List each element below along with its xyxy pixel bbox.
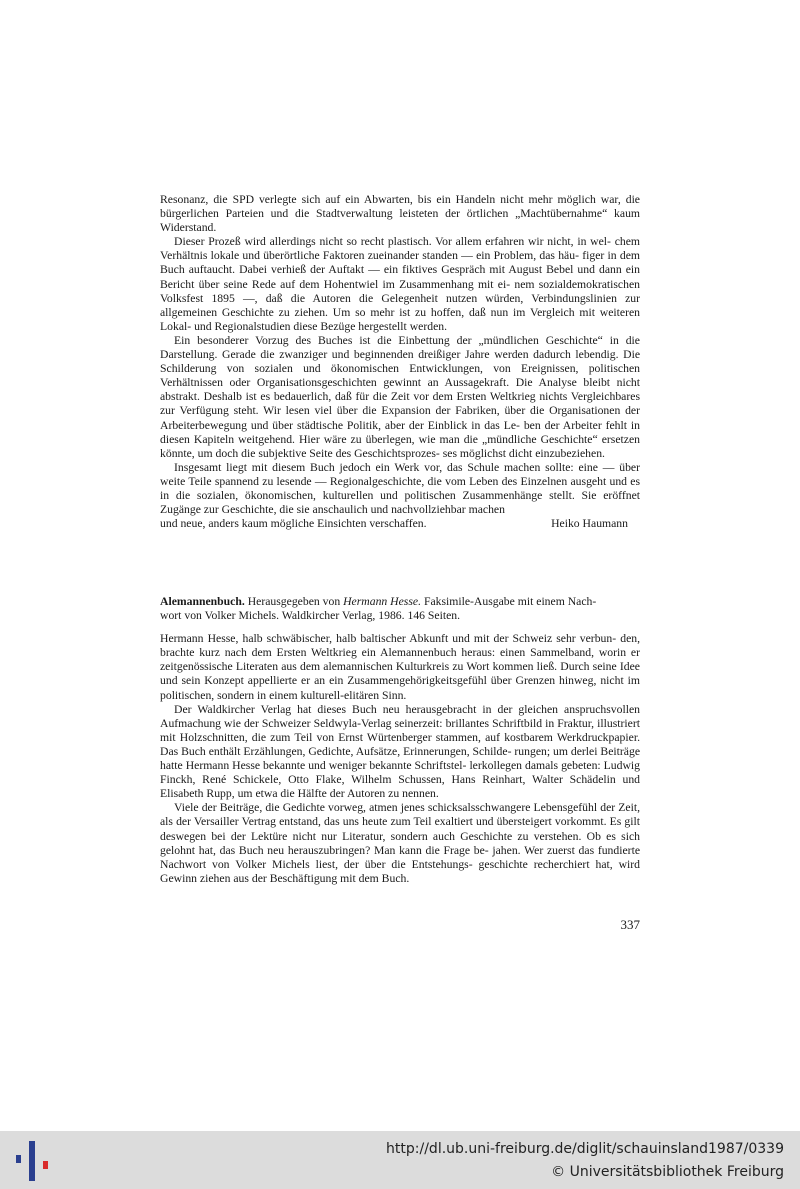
footer-bar xyxy=(0,1131,800,1189)
text-line: kaum Widerstand. xyxy=(160,207,641,235)
text-line: nem sozialdemokratischen Volksfest 1895 —, daß die Autoren die Gelegenheit nutzen würden, xyxy=(160,277,640,305)
text-line: illustriert mit Holzschnitten, die zum Teil von Ernst Würtenberger stammen, auf kostbarem xyxy=(160,716,640,744)
paragraph xyxy=(160,461,640,517)
text-line: Werkdruckpapier. Das Buch enthält Erzählungen, Gedichte, Aufsätze, Erinnerungen, Schilde- xyxy=(160,730,640,758)
text-line: Verbindungslinien zur allgemeinen Geschichte zu ziehen. Um so mehr ist zu hoffen, daß nun xyxy=(160,291,640,319)
text-line: Darstellung. Gerade die zwanziger und beginnenden dreißiger Jahre werden dadurch lebendig. xyxy=(160,348,619,362)
text-line: verstehen. Ob es sich gelohnt hat, das Buch neu herauszubringen? Man kann die Frage be- xyxy=(160,829,640,857)
text-line: Grenzen hinweg, nicht im politischen, sondern in einem kulturell-elitären Sinn. xyxy=(160,674,640,702)
review-alemannenbuch xyxy=(160,595,640,886)
text-line: der Zeit, als der Versailler Vertrag entstand, das uns heute zum Teil exaltiert und übersteigert xyxy=(160,801,641,829)
text-line: stellt. Sie eröffnet Zugänge zur Geschichte, die sie anschaulich und nachvollziehbar machen xyxy=(160,488,641,517)
editor-name: Hermann Hesse. xyxy=(343,595,422,608)
text-line: rungen; um derlei Beiträge hatte Hermann Hesse bekannte und weniger bekannte Schriftstel- xyxy=(160,744,641,773)
text-line: Vergleichbares zur Verfügung steht. Wir lesen viel über die Expansion der Fabriken, über die xyxy=(160,390,640,418)
paragraph xyxy=(160,801,640,886)
text-line: über weite Teile spannend zu lesende — Regionalgeschichte, die vom Leben des Einzelnen xyxy=(160,460,641,488)
text-line: im Vergleich mit weiteren Lokal- und Regionalstudien diese Bezüge hergestellt werden. xyxy=(160,305,641,333)
text-line: Bebel und dann ein Bericht über seine Rede auf dem Hohentwiel im Zusammenhang mit ei- xyxy=(160,263,640,291)
review-body xyxy=(160,632,640,886)
text-line: Dieser Prozeß wird allerdings nicht so recht plastisch. Vor allem erfahren wir nicht, in wel- xyxy=(174,235,611,249)
bibliographic-entry: Alemannenbuch. Herausgegeben von Hermann Hesse. Faksimile-Ausgabe mit einem Nach- wort von Volker Michels. Waldkircher Verlag, 1986. 146 Seiten. xyxy=(160,595,597,623)
text-line: Resonanz, die SPD verlegte sich auf ein Abwarten, bis ein Handeln nicht mehr möglich war, xyxy=(160,193,621,206)
paragraph xyxy=(160,703,640,802)
review-heiko-haumann xyxy=(160,193,640,531)
text-line: geschichte recherchiert hat, wird Gewinn ziehen aus der Beschäftigung mit dem Buch. xyxy=(160,857,641,885)
library-logo-icon xyxy=(10,1139,54,1183)
text-line: worin er zeitgenössische Literaten aus dem alemannischen Kulturkreis zu Wort kommen ließ. xyxy=(160,646,640,674)
text-line: chem Verhältnis lokale und überörtliche Faktoren zueinander standen — ein Problem, das häu- xyxy=(160,235,641,263)
paragraph xyxy=(160,235,640,334)
text-line: Viele der Beiträge, die Gedichte vorweg, atmen jenes schicksalsschwangere Lebensgefühl xyxy=(174,801,598,815)
text-line: ses möglichst dicht einzubeziehen. xyxy=(442,446,605,460)
text-line: ben der Arbeiter fehlt in diesen Kapiteln weitgehend. Hier wäre zu überlegen, wie man die xyxy=(160,418,641,446)
text-line: Durch seine Idee und sein Konzept appellierte er an ein Zusammengehörigkeitsgefühl über xyxy=(160,660,640,688)
text-line: Der Waldkircher Verlag hat dieses Buch neu herausgebracht in der gleichen anspruchsvollen xyxy=(174,702,640,716)
text-line: „mündliche Geschichte“ ersetzen könnte, um doch die subjektive Seite des Geschichtsprozes- xyxy=(160,432,640,460)
closing-line xyxy=(160,517,640,531)
copyright-notice: © Universitätsbibliothek Freiburg xyxy=(551,1164,784,1180)
text-line: nicht abstrakt. Deshalb ist es bedauerlich, daß für die Zeit vor dem Ersten Weltkrieg nichts xyxy=(160,376,640,404)
text-line: Verhältnissen oder Organisationsgeschichten gewinnt an Aussagekraft. Die Analyse bleibt xyxy=(160,376,611,390)
text-line: lerkollegen damals gebeten: Ludwig Finckh, René Schickele, Otto Flake, Wilhelm Schussen, xyxy=(160,759,640,787)
text-line: Insgesamt liegt mit diesem Buch jedoch ein Werk vor, das Schule machen sollte: eine — xyxy=(174,460,615,474)
text-line: Hermann Hesse, halb schwäbischer, halb baltischer Abkunft und mit der Schweiz sehr verbun- xyxy=(160,632,617,646)
paragraph xyxy=(160,334,640,461)
text-line: Ein besonderer Vorzug des Buches ist die Einbettung der „mündlichen Geschichte“ in die xyxy=(174,333,640,347)
text-line: jahen. Wer zuerst das fundierte Nachwort von Volker Michels liest, der über die Entstehungs- xyxy=(160,843,641,871)
text-line: nennen. xyxy=(402,787,439,801)
source-url-link[interactable]: http://dl.ub.uni-freiburg.de/diglit/schauinsland1987/0339 xyxy=(386,1141,784,1157)
text-line: vorkommt. Es gilt deswegen bei der Lektüre nicht nur Literatur, sondern auch Geschichte zu xyxy=(160,815,641,843)
text-line: figer in dem Buch auftaucht. Dabei verhieß der Auftakt — ein fiktives Gespräch mit August xyxy=(160,249,640,277)
paragraph xyxy=(160,193,640,235)
page-number: 337 xyxy=(620,917,640,932)
text-line: Die Schilderung von sozialen und ökonomischen Entwicklungen, von Ereignissen, politischen xyxy=(160,348,640,376)
paragraph xyxy=(160,632,640,702)
text-line: ausgeht und es in die sozialen, ökonomischen, kulturellen und politischen Zusammenhänge xyxy=(160,474,641,502)
text-line: Aufmachung wie der Schweizer Seldwyla-Verlag seinerzeit: brillantes Schriftbild in Fraktur, xyxy=(160,716,595,730)
reviewer-signature: Heiko Haumann xyxy=(551,517,628,531)
text-line: Hans Reinhart, Walter Schädelin und Elisabeth Rupp, um etwa die Hälfte der Autoren zu xyxy=(160,773,641,801)
text-line: die bürgerlichen Parteien und die Stadtverwaltung leisteten der örtlichen „Machtübernahme“ xyxy=(160,193,640,221)
text-line: den, brachte kurz nach dem Ersten Weltkrieg ein Alemannenbuch heraus: einen Sammelband, xyxy=(160,632,641,660)
text-line: Organisationen der Arbeiterbewegung und über städtische Politik, aber der Einblick in das Le- xyxy=(160,404,640,432)
book-title: Alemannenbuch. xyxy=(160,595,245,608)
text-line: und neue, anders kaum mögliche Einsichten verschaffen. xyxy=(160,517,427,531)
